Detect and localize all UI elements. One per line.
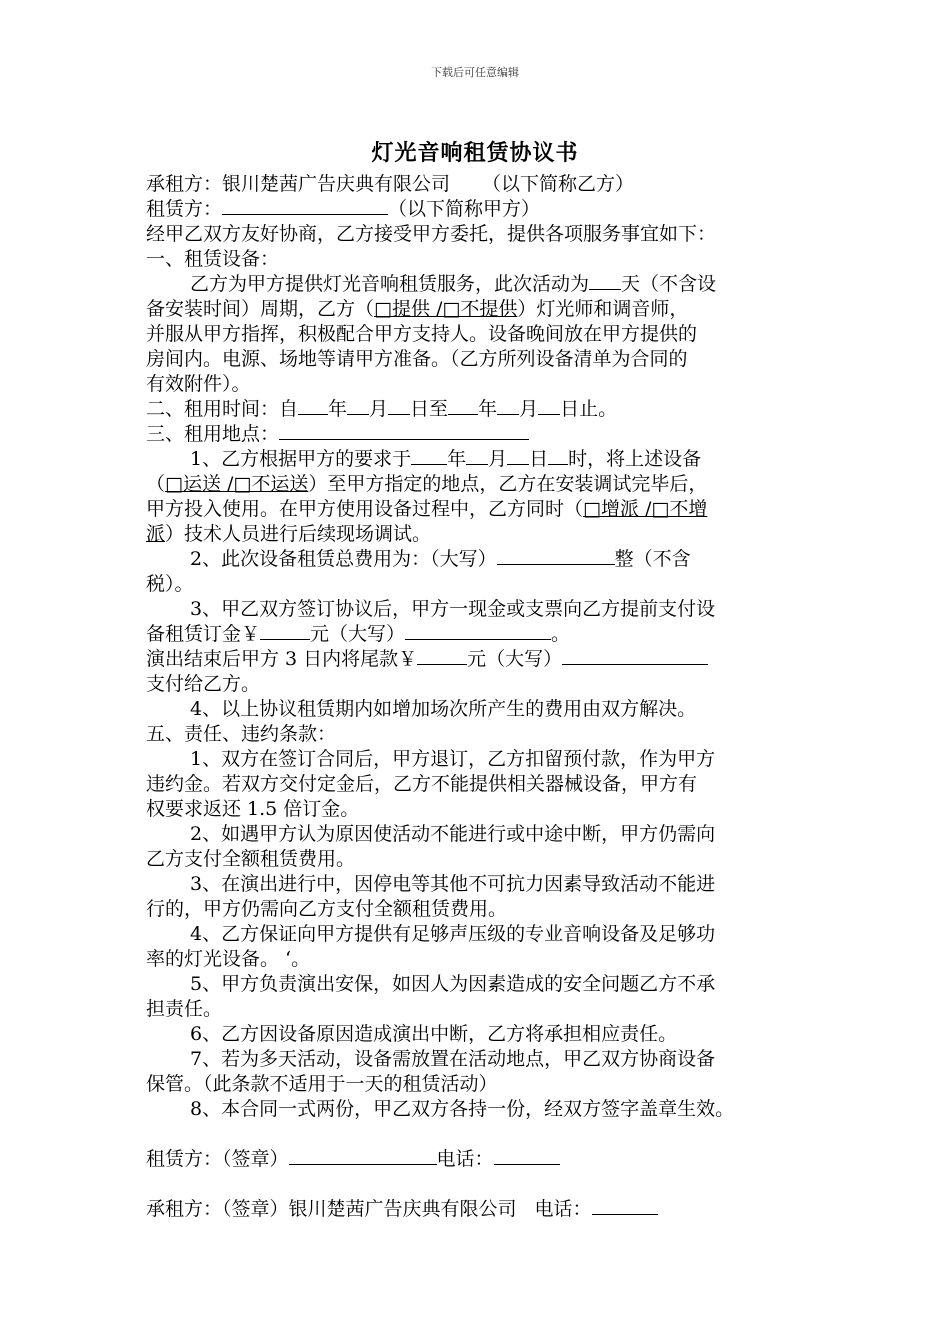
lessor-phone-blank[interactable]	[592, 1197, 658, 1215]
section-3-location: 三、租用地点：	[146, 422, 816, 447]
lessee-name-blank[interactable]	[222, 197, 388, 215]
location-blank[interactable]	[279, 422, 529, 440]
staff-option-checkbox[interactable]: □提供 /□不提供	[374, 298, 518, 320]
lessee-signature-line: 租赁方：（签章） 电话：	[146, 1147, 816, 1172]
balance-amount-blank[interactable]	[417, 647, 467, 665]
days-blank[interactable]	[589, 272, 621, 290]
balance-words-blank[interactable]	[562, 647, 708, 665]
lessee-signature-blank[interactable]	[289, 1147, 437, 1165]
page-header: 下载后可任意编辑	[431, 66, 519, 79]
lessor-signature-line: 承租方：（签章）银川楚茜广告庆典有限公司 电话：	[146, 1197, 816, 1222]
technician-option-checkbox[interactable]: □增派 /□不增	[583, 498, 708, 520]
deposit-words-blank[interactable]	[405, 622, 551, 640]
total-fee-blank[interactable]	[497, 547, 615, 565]
section-1-heading: 一、租赁设备：	[146, 248, 280, 270]
intro-line: 经甲乙双方友好协商，乙方接受甲方委托，提供各项服务事宜如下：	[146, 223, 717, 245]
lessor-line: 承租方：银川楚茜广告庆典有限公司 （以下简称乙方）	[146, 173, 635, 195]
section-5-heading: 五、责任、违约条款：	[146, 723, 337, 745]
section-2-rental-time: 二、租用时间：自 年 月 日至 年 月 日止。	[146, 398, 618, 420]
lessee-line: 租赁方： （以下简称甲方）	[146, 198, 541, 220]
delivery-option-checkbox[interactable]: □运送 /□不运送	[165, 473, 309, 495]
lessee-phone-blank[interactable]	[494, 1147, 560, 1165]
contract-body: 承租方：银川楚茜广告庆典有限公司 （以下简称乙方） 租赁方： （以下简称甲方） 经甲乙双方友好协商，乙方接受甲方委托，提供各项服务事宜如下： 一、租赁设备： 乙方为甲方提供灯光音响租赁服务，此次活动为 天（不含设 备安装时间）周期，乙方（□提供 /□不提供）灯光师和调音师， 并服从甲方指挥，积极配合甲方支持人。设备晚间放在甲方提供的 房间内。电源、场地等请甲方准备。（乙方所列设备清单为合同的 有效附件）。 二、租用时间：自 年 月 日至 年 月 日止。 三、租用地点： 1、乙方根据甲方的要求于 年 月 日 时，将上述设备 （□运送 /□不运送）至甲方指定的地点，乙方在安装调试完毕后， 甲方投入使用。在甲方使用设备过程中，乙方同时（□增派 /□不增 派）技术人员进行后续现场调试。 2、此次设备租赁总费用为：（大写） 整（不含 税）。 3、甲乙双方签订协议后，甲方一现金或支票向乙方提前支付设 备租赁订金￥ 元（大写） 。 演出结束后甲方 3 日内将尾款￥ 元（大写） 支付给乙方。 4、以上协议租赁期内如增加场次所产生的费用由双方解决。 五、责任、违约条款： 1、双方在签订合同后，甲方退订，乙方扣留预付款，作为甲方 违约金。若双方交付定金后，乙方不能提供相关器械设备，甲方有 权要求返还 1.5 倍订金。 2、如遇甲方认为原因使活动不能进行或中途中断，甲方仍需向 乙方支付全额租赁费用。 3、在演出进行中，因停电等其他不可抗力因素导致活动不能进 行的，甲方仍需向乙方支付全额租赁费用。 4、乙方保证向甲方提供有足够声压级的专业音响设备及足够功 率的灯光设备。 ‘。 5、甲方负责演出安保，如因人为因素造成的安全问题乙方不承 担责任。 6、乙方因设备原因造成演出中断，乙方将承担相应责任。 7、若为多天活动，设备需放置在活动地点，甲乙双方协商设备 保管。（此条款不适用于一天的租赁活动） 8、本合同一式两份，甲乙双方各持一份，经双方签字盖章生效。 租赁方：（签章） 电话： 承租方：（签章）银川楚茜广告庆典有限公司 电话：	[146, 172, 816, 1222]
deposit-amount-blank[interactable]	[260, 622, 310, 640]
page-title: 灯光音响租赁协议书	[371, 140, 579, 166]
